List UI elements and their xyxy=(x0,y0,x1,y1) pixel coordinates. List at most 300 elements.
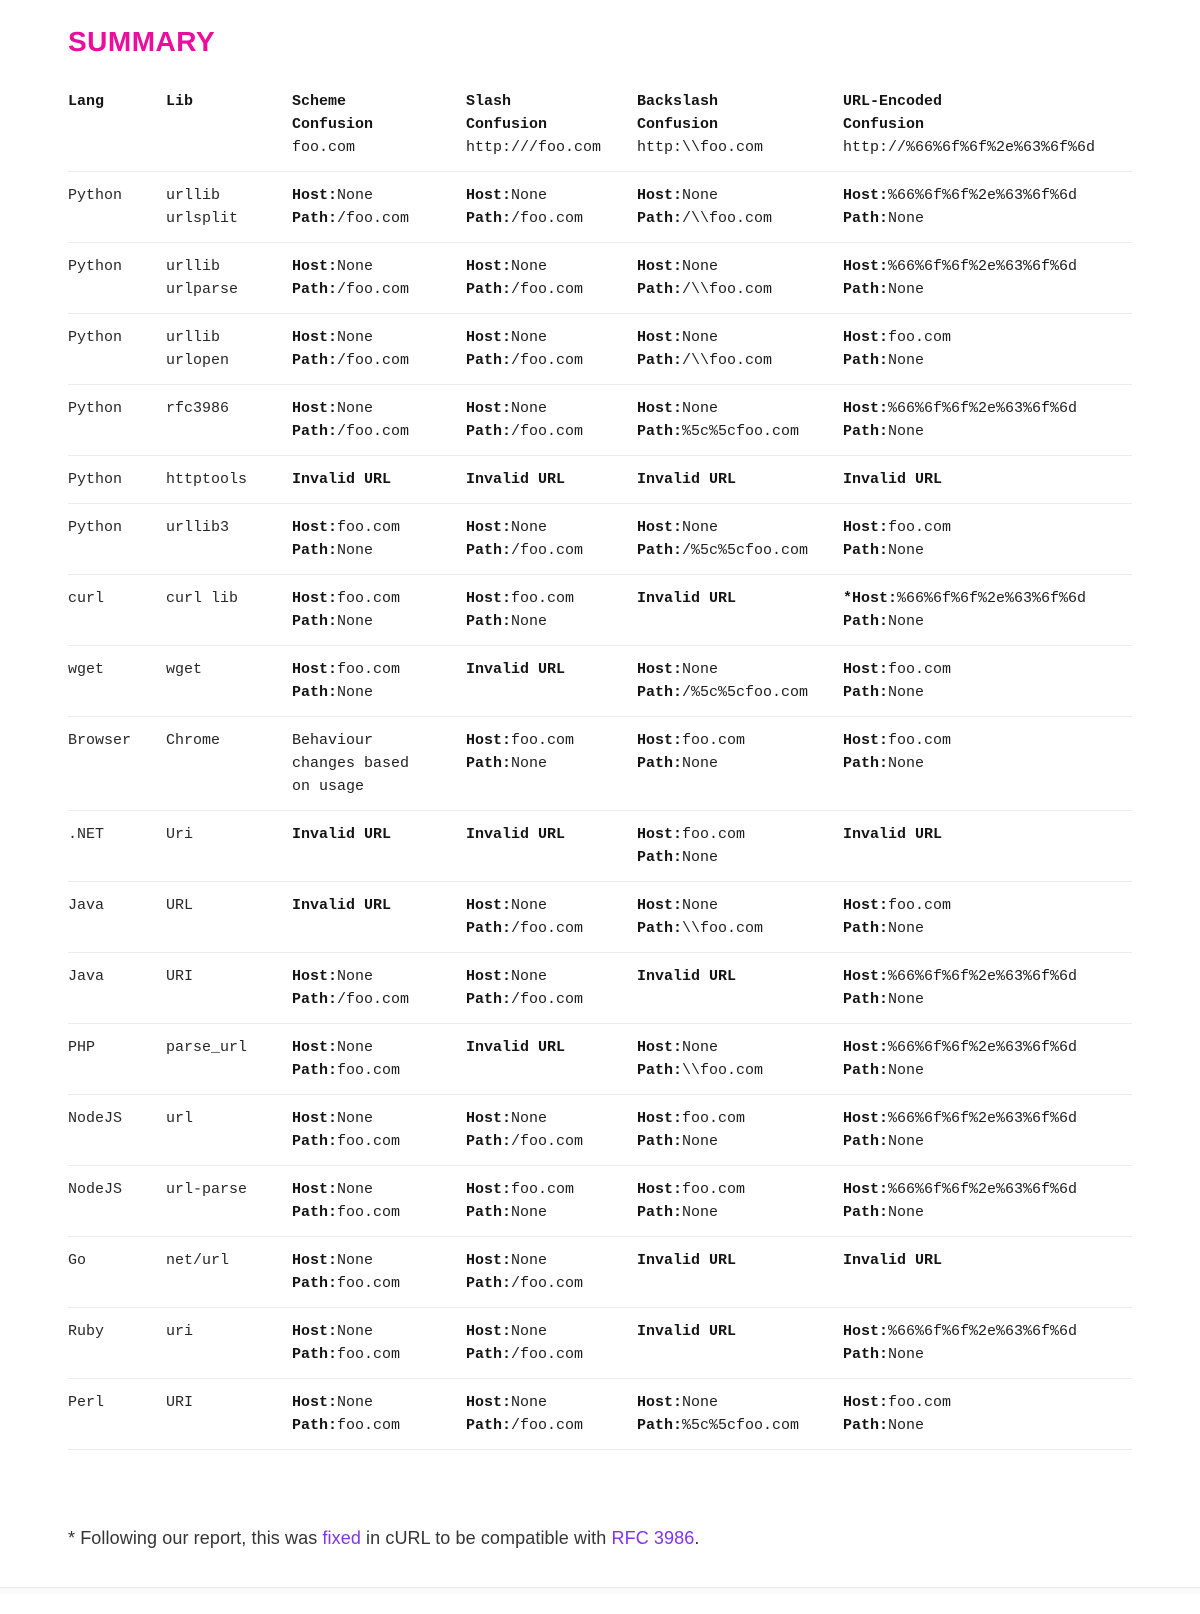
lib-label: urllib xyxy=(166,329,221,346)
host-line xyxy=(292,1391,466,1414)
path-line xyxy=(466,988,637,1011)
field-label: Host: xyxy=(637,1110,683,1127)
field-value: /foo.com xyxy=(511,542,584,559)
host-line xyxy=(843,184,1132,207)
path-line xyxy=(292,1343,466,1366)
path-line xyxy=(292,207,466,230)
host-line xyxy=(292,326,466,349)
lang-label: Ruby xyxy=(68,1323,105,1340)
field-label: Path: xyxy=(292,1417,338,1434)
field-label: Path: xyxy=(843,1204,889,1221)
field-label: Path: xyxy=(466,1275,512,1292)
lib-label: wget xyxy=(166,661,203,678)
lib-label: rfc3986 xyxy=(166,400,230,417)
result-cell-url-encoded xyxy=(843,326,1132,372)
field-value: foo.com xyxy=(888,897,952,914)
field-value: None xyxy=(511,329,548,346)
field-label: Path: xyxy=(637,1133,683,1150)
field-label: Host: xyxy=(843,1394,889,1411)
field-value: /foo.com xyxy=(511,920,584,937)
field-label: Path: xyxy=(292,1346,338,1363)
lib-label: Chrome xyxy=(166,732,221,749)
page-title: SUMMARY xyxy=(68,26,216,57)
field-label: Host: xyxy=(637,1181,683,1198)
field-value: /\\foo.com xyxy=(682,210,773,227)
result-cell-url-encoded xyxy=(843,1320,1132,1366)
path-line xyxy=(466,1272,637,1295)
field-label: Path: xyxy=(843,1346,889,1363)
field-value: %5c%5cfoo.com xyxy=(682,1417,800,1434)
lib-cell xyxy=(166,468,292,491)
path-line xyxy=(292,681,466,704)
path-line xyxy=(466,207,637,230)
host-line xyxy=(292,1036,466,1059)
result-cell-url-encoded xyxy=(843,468,1132,491)
lang-cell xyxy=(68,397,166,443)
field-label: Path: xyxy=(466,423,512,440)
host-line xyxy=(466,1320,637,1343)
field-label: *Host: xyxy=(843,590,898,607)
host-line xyxy=(637,658,843,681)
field-value: None xyxy=(682,187,719,204)
field-label: Host: xyxy=(843,1181,889,1198)
result-cell-backslash xyxy=(637,326,843,372)
field-label: Host: xyxy=(637,897,683,914)
host-line xyxy=(466,965,637,988)
note-line: changes based xyxy=(292,755,410,772)
path-line xyxy=(637,917,843,940)
footnote-text: . xyxy=(694,1528,700,1548)
path-line xyxy=(292,278,466,301)
result-cell-backslash xyxy=(637,255,843,301)
field-label: Host: xyxy=(637,519,683,536)
field-value: /foo.com xyxy=(511,1133,584,1150)
field-label: Host: xyxy=(637,826,683,843)
lang-cell xyxy=(68,1391,166,1437)
result-cell-url-encoded xyxy=(843,1178,1132,1224)
field-label: Path: xyxy=(843,352,889,369)
lib-cell xyxy=(166,184,292,230)
field-label: Path: xyxy=(466,613,512,630)
rfc-3986-link[interactable]: RFC 3986 xyxy=(611,1528,695,1548)
field-label: Path: xyxy=(637,423,683,440)
result-cell-slash xyxy=(466,965,637,1011)
lib-label: url xyxy=(166,1110,194,1127)
field-label: Host: xyxy=(466,732,512,749)
field-value: %66%6f%6f%2e%63%6f%6d xyxy=(888,1323,1078,1340)
field-value: None xyxy=(511,1204,548,1221)
lang-label: Go xyxy=(68,1252,87,1269)
result-cell-slash xyxy=(466,468,637,491)
result-cell-url-encoded xyxy=(843,1036,1132,1082)
lib-cell xyxy=(166,1391,292,1437)
field-value: foo.com xyxy=(682,732,746,749)
path-line xyxy=(637,846,843,869)
fixed-link[interactable]: fixed xyxy=(322,1528,361,1548)
lang-label: NodeJS xyxy=(68,1110,123,1127)
lib-label: URI xyxy=(166,1394,194,1411)
field-value: foo.com xyxy=(682,826,746,843)
table-row xyxy=(68,172,1132,243)
result-cell-url-encoded xyxy=(843,823,1132,869)
path-line xyxy=(466,752,637,775)
result-cell-url-encoded xyxy=(843,516,1132,562)
lang-label: Python xyxy=(68,519,123,536)
field-value: /foo.com xyxy=(511,991,584,1008)
lib-cell xyxy=(166,823,292,869)
field-label: Host: xyxy=(466,519,512,536)
host-line xyxy=(843,587,1132,610)
invalid-url-label: Invalid URL xyxy=(466,471,566,488)
lang-cell xyxy=(68,1036,166,1082)
host-line xyxy=(466,516,637,539)
invalid-url-label: Invalid URL xyxy=(466,661,566,678)
result-cell-slash xyxy=(466,587,637,633)
field-value: None xyxy=(511,1110,548,1127)
field-value: foo.com xyxy=(888,329,952,346)
result-cell-backslash xyxy=(637,729,843,798)
field-label: Path: xyxy=(637,849,683,866)
host-line xyxy=(843,965,1132,988)
field-value: %66%6f%6f%2e%63%6f%6d xyxy=(888,1110,1078,1127)
field-label: Host: xyxy=(292,519,338,536)
result-cell-slash xyxy=(466,326,637,372)
host-line xyxy=(843,1391,1132,1414)
field-label: Path: xyxy=(466,352,512,369)
field-value: /foo.com xyxy=(511,281,584,298)
field-value: None xyxy=(511,187,548,204)
field-label: Path: xyxy=(843,755,889,772)
invalid-url-label: Invalid URL xyxy=(466,826,566,843)
path-line xyxy=(292,539,466,562)
lang-cell xyxy=(68,255,166,301)
lang-label: Python xyxy=(68,329,123,346)
result-cell-url-encoded xyxy=(843,184,1132,230)
path-line xyxy=(292,988,466,1011)
field-value: None xyxy=(682,1394,719,1411)
field-value: None xyxy=(337,968,374,985)
path-line xyxy=(466,1343,637,1366)
field-label: Path: xyxy=(843,1133,889,1150)
table-row xyxy=(68,1024,1132,1095)
field-label: Path: xyxy=(466,755,512,772)
lib-cell xyxy=(166,1036,292,1082)
path-line xyxy=(466,278,637,301)
url-parsing-table xyxy=(68,88,1132,1450)
field-value: None xyxy=(888,423,925,440)
host-line xyxy=(466,729,637,752)
host-line xyxy=(637,255,843,278)
host-line xyxy=(637,729,843,752)
field-label: Path: xyxy=(292,210,338,227)
result-cell-slash xyxy=(466,184,637,230)
field-value: None xyxy=(337,329,374,346)
result-cell-scheme xyxy=(292,823,466,869)
path-line xyxy=(466,420,637,443)
table-row xyxy=(68,717,1132,811)
field-value: None xyxy=(337,542,374,559)
lib-cell xyxy=(166,894,292,940)
lang-cell xyxy=(68,516,166,562)
field-label: Path: xyxy=(637,1204,683,1221)
path-line xyxy=(843,207,1132,230)
path-line xyxy=(843,539,1132,562)
col-header-slash-confusion: Slash Confusion http:///foo.com xyxy=(466,93,602,156)
lang-label: Python xyxy=(68,187,123,204)
field-label: Path: xyxy=(843,1062,889,1079)
field-value: None xyxy=(888,281,925,298)
result-cell-slash xyxy=(466,1036,637,1082)
path-line xyxy=(843,681,1132,704)
result-cell-scheme xyxy=(292,397,466,443)
result-cell-scheme xyxy=(292,729,466,798)
host-line xyxy=(637,1107,843,1130)
field-value: None xyxy=(337,1323,374,1340)
table-body xyxy=(68,172,1132,1450)
result-cell-scheme xyxy=(292,184,466,230)
host-line xyxy=(843,1107,1132,1130)
path-line xyxy=(292,1059,466,1082)
host-line xyxy=(292,184,466,207)
host-line xyxy=(292,1320,466,1343)
field-value: None xyxy=(337,1394,374,1411)
table-row xyxy=(68,385,1132,456)
lang-label: wget xyxy=(68,661,105,678)
field-value: /\\foo.com xyxy=(682,281,773,298)
host-line xyxy=(466,1391,637,1414)
result-cell-url-encoded xyxy=(843,1107,1132,1153)
host-line xyxy=(843,658,1132,681)
invalid-url-label: Invalid URL xyxy=(637,590,737,607)
field-label: Path: xyxy=(637,920,683,937)
lang-cell xyxy=(68,823,166,869)
result-cell-url-encoded xyxy=(843,729,1132,798)
result-cell-url-encoded xyxy=(843,965,1132,1011)
result-cell-scheme xyxy=(292,516,466,562)
path-line xyxy=(466,917,637,940)
path-line xyxy=(637,1414,843,1437)
host-line xyxy=(637,397,843,420)
lang-label: curl xyxy=(68,590,105,607)
invalid-url-label: Invalid URL xyxy=(637,1252,737,1269)
lang-cell xyxy=(68,184,166,230)
field-value: None xyxy=(682,849,719,866)
field-value: foo.com xyxy=(337,1275,401,1292)
field-label: Path: xyxy=(637,281,683,298)
path-line xyxy=(637,539,843,562)
field-value: \\foo.com xyxy=(682,920,764,937)
host-line xyxy=(466,1107,637,1130)
lib-label: parse_url xyxy=(166,1039,248,1056)
field-label: Path: xyxy=(843,423,889,440)
field-value: None xyxy=(682,519,719,536)
result-cell-url-encoded xyxy=(843,894,1132,940)
col-header-backslash-confusion: Backslash Confusion http:\\foo.com xyxy=(637,93,764,156)
field-label: Host: xyxy=(843,329,889,346)
field-label: Path: xyxy=(292,281,338,298)
result-cell-backslash xyxy=(637,397,843,443)
field-label: Host: xyxy=(843,519,889,536)
field-value: None xyxy=(337,1252,374,1269)
table-row xyxy=(68,1166,1132,1237)
field-label: Host: xyxy=(292,1323,338,1340)
field-value: /foo.com xyxy=(511,1275,584,1292)
lib-label: urllib xyxy=(166,187,221,204)
note-line: Behaviour xyxy=(292,732,374,749)
field-label: Host: xyxy=(466,1394,512,1411)
field-value: /foo.com xyxy=(511,210,584,227)
field-value: /foo.com xyxy=(337,281,410,298)
lib-label: Uri xyxy=(166,826,194,843)
footnote-text: * Following our report, this was xyxy=(68,1528,323,1548)
field-value: /foo.com xyxy=(511,423,584,440)
host-line xyxy=(292,255,466,278)
path-line xyxy=(637,278,843,301)
host-line xyxy=(292,587,466,610)
field-label: Host: xyxy=(292,329,338,346)
field-label: Path: xyxy=(843,991,889,1008)
field-value: None xyxy=(511,519,548,536)
field-value: /\\foo.com xyxy=(682,352,773,369)
path-line xyxy=(843,1201,1132,1224)
field-value: /foo.com xyxy=(511,352,584,369)
path-line xyxy=(843,752,1132,775)
lang-cell xyxy=(68,894,166,940)
field-value: %66%6f%6f%2e%63%6f%6d xyxy=(888,187,1078,204)
host-line xyxy=(637,894,843,917)
field-value: %66%6f%6f%2e%63%6f%6d xyxy=(888,258,1078,275)
field-label: Host: xyxy=(292,1181,338,1198)
lang-cell xyxy=(68,468,166,491)
path-line xyxy=(843,917,1132,940)
field-label: Path: xyxy=(637,684,683,701)
field-label: Path: xyxy=(843,281,889,298)
lang-cell xyxy=(68,658,166,704)
field-label: Host: xyxy=(843,187,889,204)
host-line xyxy=(637,184,843,207)
field-value: None xyxy=(337,187,374,204)
field-value: None xyxy=(337,1181,374,1198)
path-line xyxy=(843,1414,1132,1437)
field-value: None xyxy=(337,684,374,701)
field-label: Host: xyxy=(466,897,512,914)
invalid-url-label: Invalid URL xyxy=(843,826,943,843)
path-line xyxy=(292,610,466,633)
path-line xyxy=(637,207,843,230)
field-label: Host: xyxy=(637,187,683,204)
field-label: Host: xyxy=(843,400,889,417)
field-value: /foo.com xyxy=(511,1417,584,1434)
field-label: Path: xyxy=(637,755,683,772)
field-label: Path: xyxy=(637,210,683,227)
field-value: None xyxy=(888,1062,925,1079)
result-cell-slash xyxy=(466,255,637,301)
table-row xyxy=(68,1095,1132,1166)
field-value: foo.com xyxy=(337,590,401,607)
result-cell-backslash xyxy=(637,1391,843,1437)
field-label: Path: xyxy=(292,1133,338,1150)
field-label: Path: xyxy=(292,991,338,1008)
field-value: foo.com xyxy=(511,732,575,749)
lib-cell xyxy=(166,397,292,443)
field-value: foo.com xyxy=(337,1346,401,1363)
table-row xyxy=(68,504,1132,575)
field-value: /foo.com xyxy=(337,991,410,1008)
field-value: None xyxy=(888,613,925,630)
result-cell-backslash xyxy=(637,468,843,491)
field-label: Host: xyxy=(466,1181,512,1198)
host-line xyxy=(637,1391,843,1414)
field-value: %66%6f%6f%2e%63%6f%6d xyxy=(888,1181,1078,1198)
result-cell-scheme xyxy=(292,965,466,1011)
host-line xyxy=(637,1036,843,1059)
path-line xyxy=(843,1059,1132,1082)
field-label: Path: xyxy=(843,210,889,227)
lib-cell xyxy=(166,255,292,301)
field-label: Path: xyxy=(292,542,338,559)
field-value: None xyxy=(888,1204,925,1221)
field-value: foo.com xyxy=(337,519,401,536)
path-line xyxy=(843,1343,1132,1366)
lib-cell xyxy=(166,1249,292,1295)
result-cell-scheme xyxy=(292,1178,466,1224)
lib-label: urllib3 xyxy=(166,519,230,536)
field-value: None xyxy=(682,258,719,275)
lib-cell xyxy=(166,587,292,633)
field-label: Path: xyxy=(843,1417,889,1434)
result-cell-scheme xyxy=(292,1107,466,1153)
field-label: Host: xyxy=(466,968,512,985)
table-row xyxy=(68,646,1132,717)
lib-cell xyxy=(166,1178,292,1224)
field-value: None xyxy=(888,755,925,772)
path-line xyxy=(292,349,466,372)
field-value: None xyxy=(682,755,719,772)
lang-label: .NET xyxy=(68,826,105,843)
host-line xyxy=(843,397,1132,420)
table-row xyxy=(68,1379,1132,1450)
invalid-url-label: Invalid URL xyxy=(637,968,737,985)
lib-cell xyxy=(166,729,292,798)
field-value: None xyxy=(682,1204,719,1221)
field-label: Path: xyxy=(466,1133,512,1150)
col-header-scheme-confusion: Scheme Confusion foo.com xyxy=(292,93,374,156)
field-value: foo.com xyxy=(888,732,952,749)
result-cell-slash xyxy=(466,894,637,940)
field-value: None xyxy=(888,920,925,937)
lang-cell xyxy=(68,965,166,1011)
result-cell-backslash xyxy=(637,1320,843,1366)
field-label: Host: xyxy=(292,258,338,275)
field-label: Path: xyxy=(637,1062,683,1079)
host-line xyxy=(466,894,637,917)
field-label: Path: xyxy=(466,991,512,1008)
invalid-url-label: Invalid URL xyxy=(637,471,737,488)
lang-cell xyxy=(68,1178,166,1224)
host-line xyxy=(843,894,1132,917)
col-header-lang: Lang xyxy=(68,93,105,110)
path-line xyxy=(637,1059,843,1082)
field-value: None xyxy=(511,1394,548,1411)
result-cell-scheme xyxy=(292,658,466,704)
path-line xyxy=(292,1414,466,1437)
result-cell-scheme xyxy=(292,1036,466,1082)
field-value: None xyxy=(511,1323,548,1340)
invalid-url-label: Invalid URL xyxy=(292,471,392,488)
host-line xyxy=(292,658,466,681)
path-line xyxy=(843,988,1132,1011)
table-row xyxy=(68,811,1132,882)
